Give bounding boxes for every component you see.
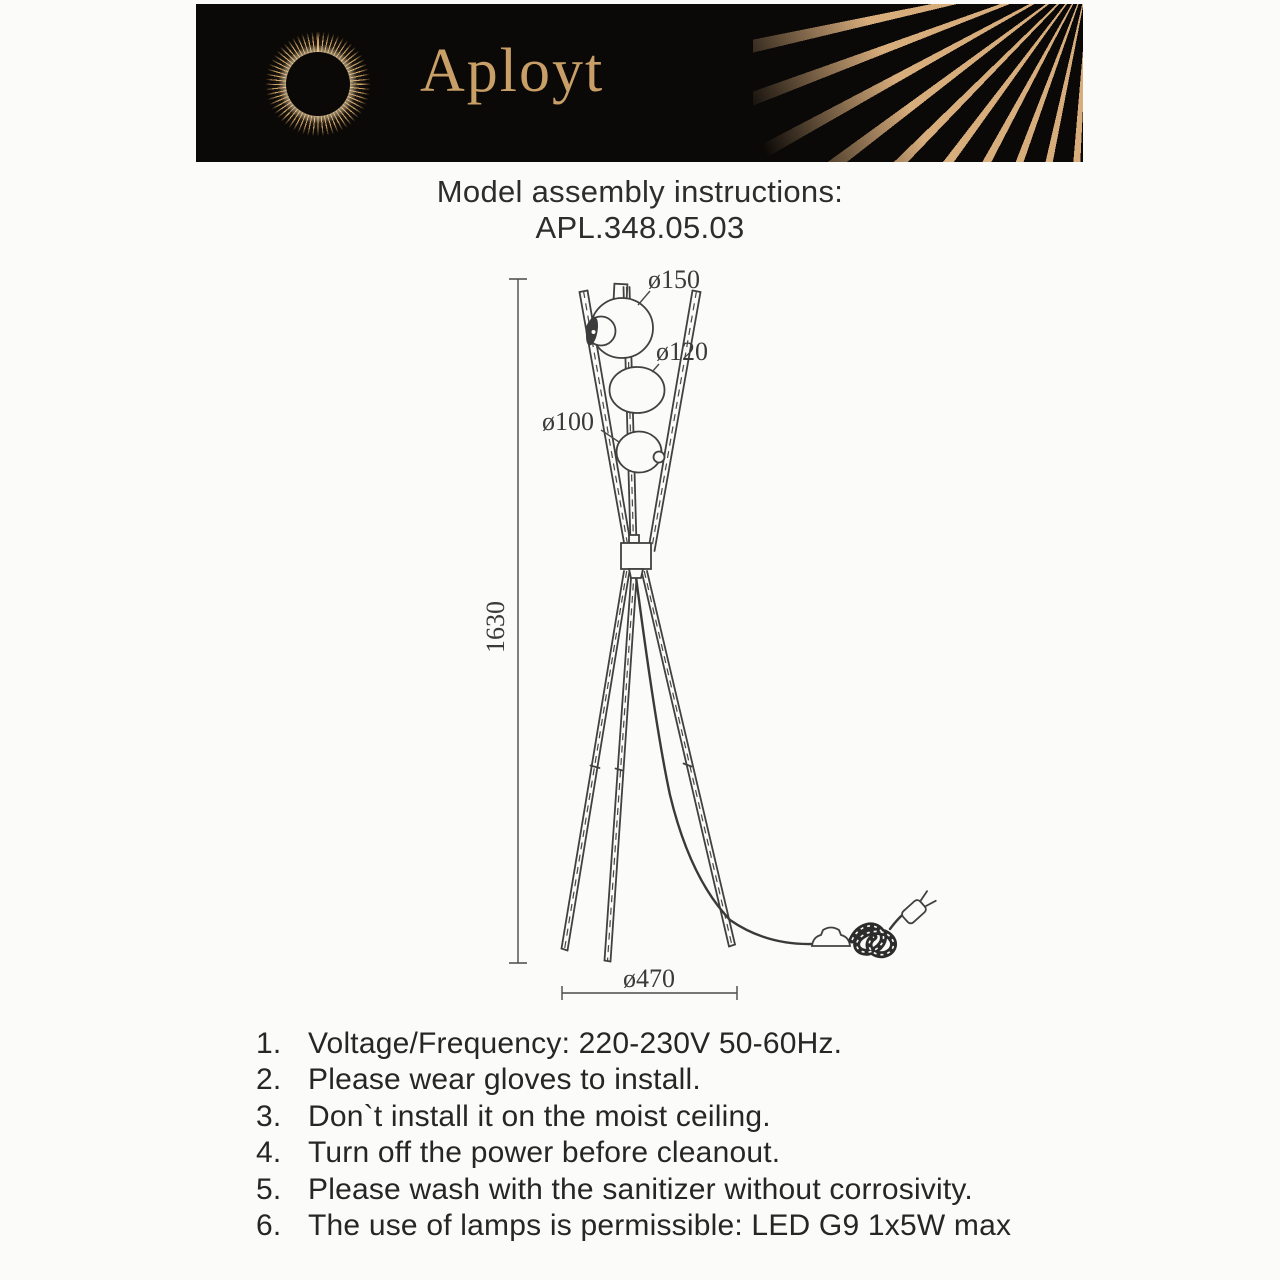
power-cable [636,577,812,944]
instruction-list [256,1026,1116,1244]
instruction-item [256,1208,1116,1244]
foot-switch [812,928,850,947]
corner-rays-icon [753,4,1083,162]
height-dimension-label: 1630 [481,601,510,653]
power-plug [890,890,936,929]
lower-legs [562,571,736,962]
instruction-item [256,1172,1116,1208]
base-dimension-label: ø470 [623,964,675,993]
instruction-text: Please wear gloves to install. [308,1063,701,1097]
instruction-number: 1. [256,1027,282,1060]
page-title: Model assembly instructions: [436,174,844,209]
instruction-number: 4. [256,1136,282,1170]
instruction-item [256,1026,1116,1062]
middle-sphere [610,367,665,413]
coiled-cable [852,926,894,955]
brand-banner [196,4,1083,162]
title-block [0,174,1280,246]
brand-name: Aployt [420,37,605,105]
starburst-logo-icon [242,8,394,160]
instruction-text: Turn off the power before cleanout. [308,1136,781,1170]
instruction-number: 2. [256,1063,282,1097]
instruction-text: Don`t install it on the moist ceiling. [308,1099,771,1133]
instruction-text: Please wash with the sanitizer without corrosivity. [308,1172,973,1206]
bottom-sphere-knob [654,452,665,463]
instruction-number: 6. [256,1209,282,1243]
lamp-technical-drawing [450,255,970,1025]
height-dimension [481,279,527,963]
top-diameter-label: ø150 [648,265,700,294]
instruction-item [256,1135,1116,1171]
instruction-number: 5. [256,1172,282,1206]
instruction-item [256,1062,1116,1098]
bottom-sphere [617,432,662,473]
instruction-text: Voltage/Frequency: 220-230V 50-60Hz. [308,1027,843,1060]
model-number: APL.348.05.03 [535,210,745,245]
instruction-number: 3. [256,1099,282,1133]
instruction-text: The use of lamps is permissible: LED G9 1x5W max [308,1209,1012,1243]
middle-diameter-label: ø120 [656,337,708,366]
base-dimension [562,964,737,1000]
instruction-item [256,1099,1116,1135]
bottom-diameter-label: ø100 [542,407,594,436]
